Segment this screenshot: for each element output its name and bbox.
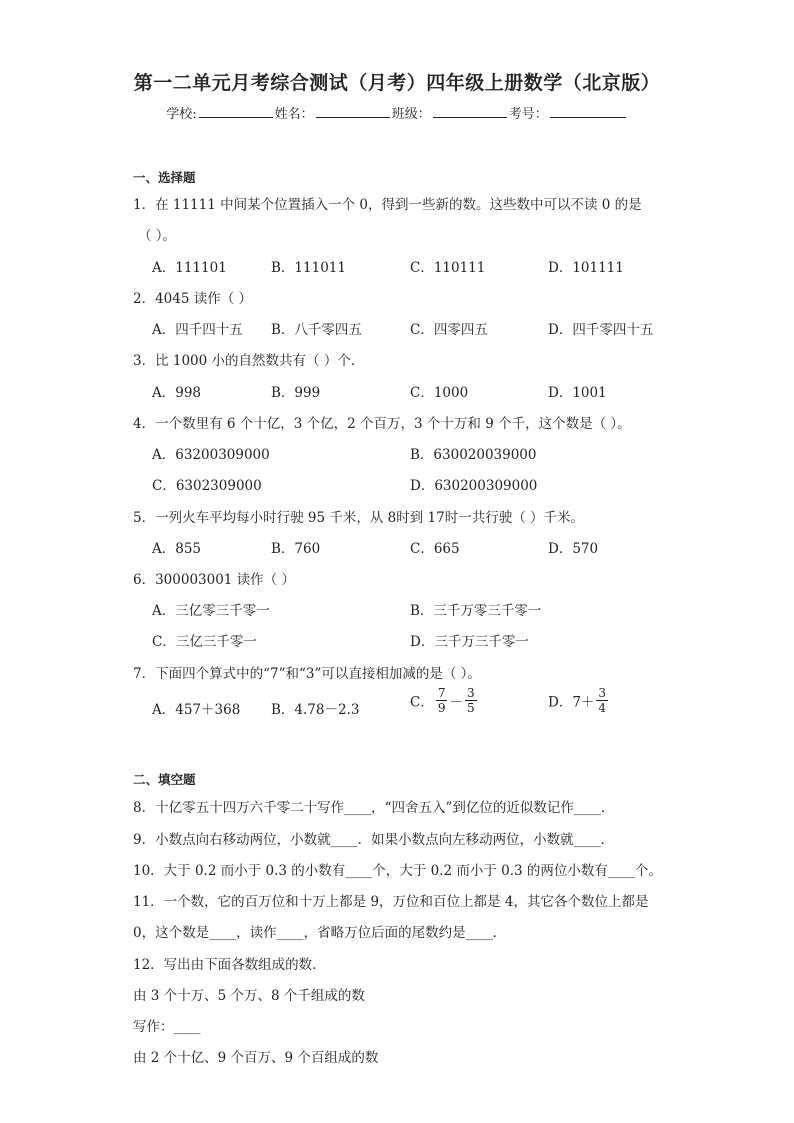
q3-text: 3．比 1000 小的自然数共有（ ）个． [133, 353, 365, 369]
section-fill-heading: 二、填空题 [133, 772, 196, 787]
q1-text-line1: 1．在 11111 中间某个位置插入一个 0，得到一些新的数。这些数中可以不读 0 的是 [133, 197, 642, 213]
q4-option-a[interactable]: A．63200309000 [152, 447, 270, 463]
q9-text: 9．小数点向右移动两位，小数就____．如果小数点向左移动两位，小数就____． [133, 832, 615, 848]
q3-option-d[interactable]: D．1001 [548, 385, 607, 401]
q12-sub2: 由 2 个十亿、9 个百万、9 个百组成的数 [133, 1050, 379, 1066]
q7-option-d-label: D．7＋ [548, 694, 595, 711]
q6-option-d[interactable]: D．三千万三千零一 [410, 634, 529, 650]
fraction-denominator: 4 [598, 701, 607, 715]
class-blank[interactable] [433, 105, 507, 118]
q7-option-b[interactable]: B．4.78－2.3 [271, 702, 360, 718]
number-blank[interactable] [550, 105, 626, 118]
q1-option-d[interactable]: D．101111 [548, 260, 624, 276]
q5-option-c[interactable]: C．665 [410, 541, 460, 557]
q3-option-a[interactable]: A．998 [152, 385, 202, 401]
fraction-denominator: 5 [466, 701, 475, 715]
q2-option-d[interactable]: D．四千零四十五 [548, 322, 654, 338]
q6-option-b[interactable]: B．三千万零三千零一 [410, 603, 542, 619]
name-label: 姓名： [274, 107, 314, 122]
q5-option-d[interactable]: D．570 [548, 541, 599, 557]
q1-option-a[interactable]: A．111101 [152, 260, 227, 276]
class-label: 班级： [391, 107, 431, 122]
page-title: 第一二单元月考综合测试（月考）四年级上册数学（北京版） [133, 72, 661, 94]
fraction-numerator: 3 [466, 686, 475, 700]
section-choice-heading: 一、选择题 [133, 170, 196, 185]
fraction-3-5 [465, 686, 477, 715]
q7-option-a[interactable]: A．457＋368 [152, 702, 241, 718]
fraction-numerator: 7 [437, 686, 446, 700]
minus-sign: － [449, 694, 463, 711]
q2-text: 2．4045 读作（ ） [133, 291, 253, 307]
q11-text-line2: 0，这个数是____，读作____，省略万位后面的尾数约是____． [133, 925, 507, 941]
q7-option-c-label: C． [410, 694, 434, 711]
q4-option-c[interactable]: C．6302309000 [152, 478, 262, 494]
q6-option-c[interactable]: C．三亿三千零一 [152, 634, 257, 650]
q5-option-a[interactable]: A．855 [152, 541, 202, 557]
q12-write: 写作：____ [133, 1019, 201, 1035]
q8-text: 8．十亿零五十四万六千零二十写作____，“四舍五入”到亿位的近似数记作____． [133, 800, 615, 816]
q2-option-a[interactable]: A．四千四十五 [152, 322, 243, 338]
q5-option-b[interactable]: B．760 [271, 541, 321, 557]
q7-text: 7．下面四个算式中的“7”和“3”可以直接相加减的是（ ）。 [133, 666, 481, 682]
q12-text: 12．写出由下面各数组成的数． [133, 957, 326, 973]
q10-text: 10．大于 0.2 而小于 0.3 的小数有____个，大于 0.2 而小于 0.3 的两位小数有____个。 [133, 863, 662, 879]
school-blank[interactable] [199, 105, 273, 118]
q1-text-line2: （ ）。 [138, 228, 177, 244]
q2-option-c[interactable]: C．四零四五 [410, 322, 488, 338]
number-label: 考号： [508, 107, 548, 122]
name-blank[interactable] [316, 105, 390, 118]
q6-text: 6．300003001 读作（ ） [133, 572, 295, 588]
fraction-numerator: 3 [598, 686, 607, 700]
q7-option-c[interactable] [410, 686, 479, 715]
q2-option-b[interactable]: B．八千零四五 [271, 322, 362, 338]
q12-sub1: 由 3 个十万、5 个万、8 个千组成的数 [133, 988, 365, 1004]
school-label: 学校: [166, 107, 197, 122]
q5-text: 5．一列火车平均每小时行驶 95 千米，从 8时到 17时一共行驶（ ）千米。 [133, 510, 584, 526]
q7-option-d[interactable] [548, 686, 610, 715]
q4-option-b[interactable]: B．630020039000 [410, 447, 537, 463]
student-info-line [0, 103, 794, 122]
q1-option-c[interactable]: C．110111 [410, 260, 486, 276]
q3-option-c[interactable]: C．1000 [410, 385, 469, 401]
fraction-7-9 [436, 686, 448, 715]
q1-option-b[interactable]: B．111011 [271, 260, 346, 276]
q6-option-a[interactable]: A．三亿零三千零一 [152, 603, 270, 619]
q11-text-line1: 11．一个数，它的百万位和十万上都是 9，万位和百位上都是 4，其它各个数位上都是 [133, 894, 649, 910]
fraction-3-4 [596, 686, 608, 715]
fraction-denominator: 9 [437, 701, 446, 715]
q4-text: 4．一个数里有 6 个十亿，3 个亿，2 个百万，3 个十万和 9 个千，这个数是（ ）。 [133, 416, 631, 432]
q3-option-b[interactable]: B．999 [271, 385, 321, 401]
q4-option-d[interactable]: D．630200309000 [410, 478, 538, 494]
